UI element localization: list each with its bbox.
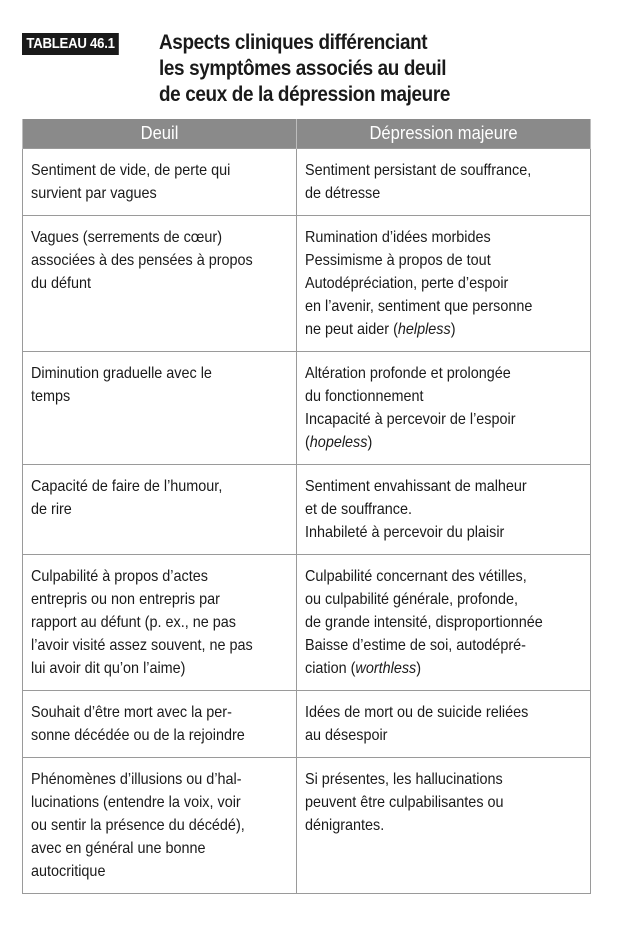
cell-line: Sentiment persistant de souffrance, bbox=[305, 162, 532, 179]
cell-depression bbox=[297, 149, 591, 216]
cell-line: ou culpabilité générale, profonde, bbox=[305, 591, 518, 608]
cell-line: Phénomènes d’illusions ou d’hal- bbox=[31, 771, 242, 788]
cell-depression bbox=[297, 465, 591, 555]
cell-line: autocritique bbox=[31, 863, 106, 880]
cell-line: au désespoir bbox=[305, 727, 388, 744]
cell-line: survient par vagues bbox=[31, 185, 157, 202]
cell-line: Vagues (serrements de cœur) bbox=[31, 229, 222, 246]
column-header-depression: Dépression majeure bbox=[297, 119, 591, 149]
cell-depression bbox=[297, 216, 591, 352]
cell-line: rapport au défunt (p. ex., ne pas bbox=[31, 614, 236, 631]
cell-line: Inhabileté à percevoir du plaisir bbox=[305, 524, 505, 541]
cell-line: sonne décédée ou de la rejoindre bbox=[31, 727, 245, 744]
cell-line: Culpabilité concernant des vétilles, bbox=[305, 568, 527, 585]
cell-deuil bbox=[23, 149, 297, 216]
cell-line: Capacité de faire de l’humour, bbox=[31, 478, 223, 495]
table-header-row bbox=[23, 119, 591, 149]
cell-depression bbox=[297, 758, 591, 894]
table-row bbox=[23, 352, 591, 465]
cell-line: ou sentir la présence du décédé), bbox=[31, 817, 245, 834]
cell-text: ne peut aider ( bbox=[305, 321, 398, 338]
english-term: worthless bbox=[355, 660, 417, 677]
cell-depression bbox=[297, 352, 591, 465]
cell-deuil bbox=[23, 691, 297, 758]
cell-line: du fonctionnement bbox=[305, 388, 424, 405]
cell-line: Souhait d’être mort avec la per- bbox=[31, 704, 232, 721]
cell-line: de grande intensité, disproportionnée bbox=[305, 614, 543, 631]
cell-line: lucinations (entendre la voix, voir bbox=[31, 794, 241, 811]
column-header-deuil: Deuil bbox=[23, 119, 297, 149]
table-number-badge: TABLEAU 46.1 bbox=[22, 33, 119, 55]
cell-deuil bbox=[23, 758, 297, 894]
cell-deuil bbox=[23, 465, 297, 555]
cell-text: ciation ( bbox=[305, 660, 356, 677]
cell-line: Autodépréciation, perte d’espoir bbox=[305, 275, 509, 292]
table-title-line: Aspects cliniques différenciant bbox=[159, 31, 428, 54]
table-title-line: de ceux de la dépression majeure bbox=[159, 83, 451, 106]
cell-text: ) bbox=[450, 321, 456, 338]
table-row bbox=[23, 555, 591, 691]
cell-deuil bbox=[23, 555, 297, 691]
cell-line: Rumination d’idées morbides bbox=[305, 229, 491, 246]
table-row bbox=[23, 691, 591, 758]
cell-line: en l’avenir, sentiment que personne bbox=[305, 298, 533, 315]
cell-line: Si présentes, les hallucinations bbox=[305, 771, 503, 788]
cell-line: l’avoir visité assez souvent, ne pas bbox=[31, 637, 253, 654]
table-title bbox=[159, 30, 629, 108]
cell-line: Diminution graduelle avec le bbox=[31, 365, 212, 382]
cell-line: et de souffrance. bbox=[305, 501, 413, 518]
cell-line: Incapacité à percevoir de l’espoir bbox=[305, 411, 516, 428]
table-title-line: les symptômes associés au deuil bbox=[159, 57, 447, 80]
cell-line: Sentiment de vide, de perte qui bbox=[31, 162, 231, 179]
cell-line: de détresse bbox=[305, 185, 381, 202]
cell-line bbox=[305, 318, 554, 341]
cell-line: du défunt bbox=[31, 275, 92, 292]
cell-text: ( bbox=[305, 434, 310, 451]
cell-line: lui avoir dit qu’on l’aime) bbox=[31, 660, 186, 677]
cell-line: Altération profonde et prolongée bbox=[305, 365, 511, 382]
cell-line: peuvent être culpabilisantes ou bbox=[305, 794, 504, 811]
cell-line: entrepris ou non entrepris par bbox=[31, 591, 220, 608]
table-row bbox=[23, 149, 591, 216]
cell-line: temps bbox=[31, 388, 71, 405]
cell-deuil bbox=[23, 352, 297, 465]
cell-line bbox=[305, 431, 554, 454]
cell-text: ) bbox=[367, 434, 373, 451]
table-row bbox=[23, 465, 591, 555]
table-row bbox=[23, 216, 591, 352]
cell-text: ) bbox=[416, 660, 422, 677]
cell-line: Sentiment envahissant de malheur bbox=[305, 478, 527, 495]
cell-line: dénigrantes. bbox=[305, 817, 385, 834]
cell-line: de rire bbox=[31, 501, 72, 518]
cell-line bbox=[305, 657, 554, 680]
cell-line: Culpabilité à propos d’actes bbox=[31, 568, 208, 585]
cell-depression bbox=[297, 555, 591, 691]
cell-line: associées à des pensées à propos bbox=[31, 252, 253, 269]
comparison-table bbox=[22, 119, 591, 894]
cell-line: Idées de mort ou de suicide reliées bbox=[305, 704, 529, 721]
cell-line: Pessimisme à propos de tout bbox=[305, 252, 491, 269]
cell-line: Baisse d’estime de soi, autodépré- bbox=[305, 637, 526, 654]
cell-depression bbox=[297, 691, 591, 758]
table-row bbox=[23, 758, 591, 894]
english-term: helpless bbox=[397, 321, 451, 338]
cell-deuil bbox=[23, 216, 297, 352]
cell-line: avec en général une bonne bbox=[31, 840, 206, 857]
english-term: hopeless bbox=[309, 434, 368, 451]
